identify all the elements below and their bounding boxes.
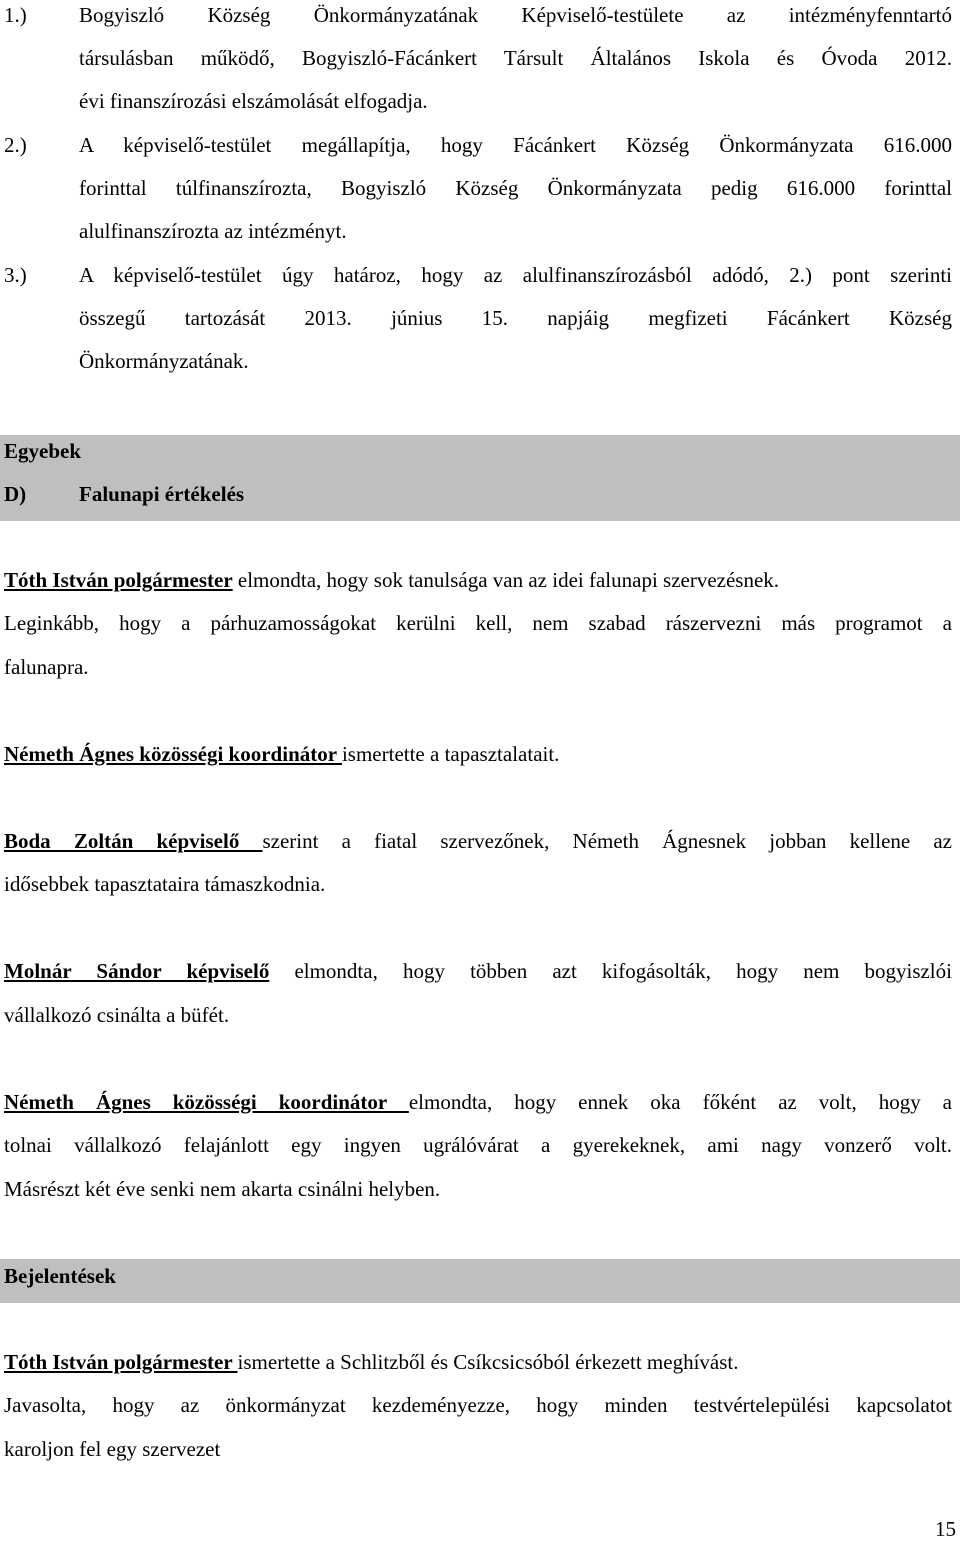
section-title: Egyebek [4, 439, 82, 463]
section-header-egyebek [0, 435, 960, 521]
paragraph-line: falunapra. [4, 655, 89, 679]
paragraph-first-line [4, 741, 559, 767]
speaker-name: Tóth István polgármester [4, 568, 233, 592]
item-line: társulásban működő, Bogyiszló-Fácánkert Társult Általános Iskola és Óvoda 2012. [79, 46, 952, 70]
item-line: alulfinanszírozta az intézményt. [79, 219, 347, 243]
section-title: Bejelentések [4, 1264, 116, 1288]
item-line: forinttal túlfinanszírozta, Bogyiszló Község Önkormányzata pedig 616.000 forinttal [79, 176, 952, 200]
page-number: 15 [935, 1517, 956, 1541]
paragraph-text: elmondta, hogy többen azt kifogásolták, hogy nem bogyiszlói [269, 959, 952, 983]
paragraph-line: Másrészt két éve senki nem akarta csinálni helyben. [4, 1177, 441, 1201]
item-line: A képviselő-testület megállapítja, hogy Fácánkert Község Önkormányzata 616.000 [79, 133, 952, 157]
speaker-name: Németh Ágnes közösségi koordinátor [4, 742, 342, 766]
paragraph-first-line [4, 1349, 739, 1375]
paragraph-line: Leginkább, hogy a párhuzamosságokat kerülni kell, nem szabad rászervezni más programot a [4, 611, 952, 635]
item-line: Önkormányzatának. [79, 349, 249, 373]
paragraph-text: elmondta, hogy sok tanulsága van az idei falunapi szervezésnek. [232, 568, 780, 592]
speaker-name: Boda Zoltán képviselő [4, 829, 263, 853]
section-sub-title: Falunapi értékelés [79, 482, 245, 506]
paragraph-text: ismertette a Schlitzből és Csíkcsicsóból érkezett meghívást. [237, 1350, 739, 1374]
paragraph-first-line [4, 828, 952, 854]
item-number: 3.) [4, 263, 27, 287]
paragraph-text: elmondta, hogy ennek oka főként az volt, hogy a [408, 1090, 952, 1114]
item-line: évi finanszírozási elszámolását elfogadja. [79, 89, 428, 113]
paragraph-first-line [4, 958, 952, 984]
section-sub-label: D) [4, 482, 27, 506]
item-line: Bogyiszló Község Önkormányzatának Képviselő-testülete az intézményfenntartó [79, 3, 952, 27]
paragraph-line: tolnai vállalkozó felajánlott egy ingyen ugrálóvárat a gyerekeknek, ami nagy vonzerő volt. [4, 1133, 952, 1157]
item-number: 2.) [4, 133, 27, 157]
paragraph-line: karoljon fel egy szervezet [4, 1437, 221, 1461]
paragraph-text: ismertette a tapasztalatait. [341, 742, 560, 766]
section-header-bejelentesek [0, 1259, 960, 1303]
paragraph-text: szerint a fiatal szervezőnek, Németh Ágnesnek jobban kellene az [262, 829, 952, 853]
item-line: A képviselő-testület úgy határoz, hogy az alulfinanszírozásból adódó, 2.) pont szerinti [79, 263, 952, 287]
speaker-name: Németh Ágnes közösségi koordinátor [4, 1090, 409, 1114]
paragraph-line: idősebbek tapasztataira támaszkodnia. [4, 872, 326, 896]
paragraph-line: vállalkozó csinálta a büfét. [4, 1003, 230, 1027]
speaker-name: Molnár Sándor képviselő [4, 959, 270, 983]
paragraph-first-line [4, 567, 779, 593]
paragraph-line: Javasolta, hogy az önkormányzat kezdeményezze, hogy minden testvértelepülési kapcsolatot [4, 1393, 952, 1417]
item-number: 1.) [4, 3, 27, 27]
speaker-name: Tóth István polgármester [4, 1350, 238, 1374]
paragraph-first-line [4, 1089, 952, 1115]
item-line: összegű tartozását 2013. június 15. napjáig megfizeti Fácánkert Község [79, 306, 952, 330]
